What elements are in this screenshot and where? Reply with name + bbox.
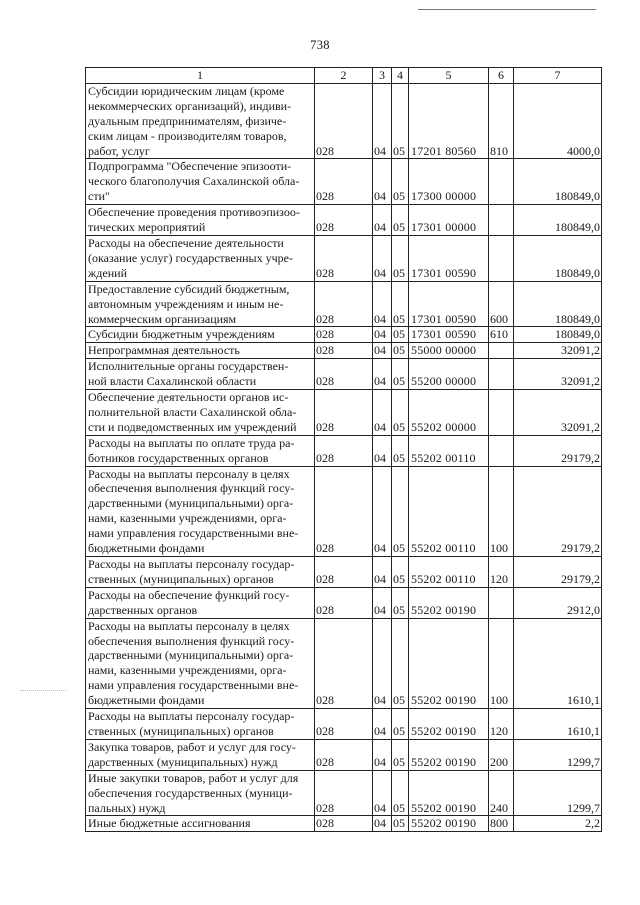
subsection-code: 05	[392, 327, 409, 343]
page-number: 738	[310, 38, 330, 52]
column-header: 1	[86, 68, 315, 84]
amount: 1299,7	[514, 770, 602, 816]
table-row	[86, 816, 602, 832]
subsection-code: 05	[392, 709, 409, 740]
expense-type-code	[489, 587, 514, 618]
subsection-code: 05	[392, 83, 409, 159]
target-article-code: 17300 00000	[409, 159, 489, 205]
target-article-code: 55202 00110	[409, 557, 489, 588]
amount: 2912,0	[514, 587, 602, 618]
target-article-code: 55202 00190	[409, 770, 489, 816]
table-row	[86, 618, 602, 708]
item-name: Расходы на выплаты персоналу государ- ственных (муниципальных) органов	[86, 557, 315, 588]
budget-table	[85, 67, 602, 832]
table-row	[86, 235, 602, 281]
table-row	[86, 83, 602, 159]
amount: 180849,0	[514, 159, 602, 205]
table-row	[86, 281, 602, 327]
amount: 180849,0	[514, 205, 602, 236]
target-article-code: 17301 00590	[409, 281, 489, 327]
amount: 32091,2	[514, 343, 602, 359]
subsection-code: 05	[392, 739, 409, 770]
section-code: 04	[373, 435, 392, 466]
column-header: 5	[409, 68, 489, 84]
section-code: 04	[373, 281, 392, 327]
column-header: 3	[373, 68, 392, 84]
ministry-code: 028	[315, 557, 373, 588]
ministry-code: 028	[315, 587, 373, 618]
column-header: 7	[514, 68, 602, 84]
target-article-code: 55200 00000	[409, 359, 489, 390]
expense-type-code	[489, 390, 514, 436]
target-article-code: 55202 00190	[409, 587, 489, 618]
expense-type-code: 120	[489, 709, 514, 740]
amount: 180849,0	[514, 327, 602, 343]
item-name: Обеспечение деятельности органов ис- полнительной власти Сахалинской обла- сти и подведомственных им учреждений	[86, 390, 315, 436]
column-header: 6	[489, 68, 514, 84]
subsection-code: 05	[392, 557, 409, 588]
item-name: Исполнительные органы государствен- ной власти Сахалинской области	[86, 359, 315, 390]
section-code: 04	[373, 205, 392, 236]
expense-type-code: 800	[489, 816, 514, 832]
amount: 32091,2	[514, 359, 602, 390]
amount: 180849,0	[514, 281, 602, 327]
section-code: 04	[373, 618, 392, 708]
subsection-code: 05	[392, 343, 409, 359]
subsection-code: 05	[392, 281, 409, 327]
table-row	[86, 435, 602, 466]
item-name: Расходы на выплаты персоналу в целях обеспечения выполнения функций госу- дарственными (муниципальными) орга- нами, казенными учреждениями, орга- нами управления государственными вне- бюджетными фондами	[86, 618, 315, 708]
subsection-code: 05	[392, 390, 409, 436]
ministry-code: 028	[315, 739, 373, 770]
table-row	[86, 709, 602, 740]
target-article-code: 55202 00190	[409, 739, 489, 770]
expense-type-code	[489, 435, 514, 466]
target-article-code: 55202 00000	[409, 390, 489, 436]
target-article-code: 55000 00000	[409, 343, 489, 359]
item-name: Расходы на обеспечение функций госу- дарственных органов	[86, 587, 315, 618]
ministry-code: 028	[315, 327, 373, 343]
ministry-code: 028	[315, 816, 373, 832]
item-name: Расходы на выплаты персоналу в целях обеспечения выполнения функций госу- дарственными (муниципальными) орга- нами, казенными учреждениями, орга- нами управления государственными вне- бюджетными фондами	[86, 466, 315, 556]
expense-type-code: 600	[489, 281, 514, 327]
table-row	[86, 739, 602, 770]
subsection-code: 05	[392, 235, 409, 281]
target-article-code: 17201 80560	[409, 83, 489, 159]
ministry-code: 028	[315, 83, 373, 159]
target-article-code: 17301 00000	[409, 205, 489, 236]
expense-type-code: 100	[489, 618, 514, 708]
subsection-code: 05	[392, 618, 409, 708]
section-code: 04	[373, 709, 392, 740]
table-row	[86, 770, 602, 816]
expense-type-code: 200	[489, 739, 514, 770]
section-code: 04	[373, 159, 392, 205]
item-name: Расходы на обеспечение деятельности (оказание услуг) государственных учре- ждений	[86, 235, 315, 281]
target-article-code: 55202 00110	[409, 435, 489, 466]
table-row	[86, 359, 602, 390]
expense-type-code: 810	[489, 83, 514, 159]
subsection-code: 05	[392, 435, 409, 466]
ministry-code: 028	[315, 159, 373, 205]
expense-type-code	[489, 205, 514, 236]
expense-type-code: 120	[489, 557, 514, 588]
amount: 29179,2	[514, 435, 602, 466]
ministry-code: 028	[315, 205, 373, 236]
amount: 4000,0	[514, 83, 602, 159]
expense-type-code: 100	[489, 466, 514, 556]
item-name: Непрограммная деятельность	[86, 343, 315, 359]
item-name: Субсидии юридическим лицам (кроме некоммерческих организаций), индиви- дуальным предпринимателям, физиче- ским лицам - производителям товаров, работ, услуг	[86, 83, 315, 159]
section-code: 04	[373, 327, 392, 343]
table-row	[86, 205, 602, 236]
ministry-code: 028	[315, 343, 373, 359]
target-article-code: 55202 00190	[409, 709, 489, 740]
subsection-code: 05	[392, 359, 409, 390]
column-header: 4	[392, 68, 409, 84]
amount: 1610,1	[514, 709, 602, 740]
item-name: Подпрограмма "Обеспечение эпизооти- ческого благополучия Сахалинской обла- сти"	[86, 159, 315, 205]
column-header: 2	[315, 68, 373, 84]
table-row	[86, 390, 602, 436]
ministry-code: 028	[315, 466, 373, 556]
amount: 1299,7	[514, 739, 602, 770]
ministry-code: 028	[315, 235, 373, 281]
amount: 1610,1	[514, 618, 602, 708]
subsection-code: 05	[392, 816, 409, 832]
ministry-code: 028	[315, 390, 373, 436]
section-code: 04	[373, 343, 392, 359]
section-code: 04	[373, 390, 392, 436]
amount: 29179,2	[514, 557, 602, 588]
item-name: Субсидии бюджетным учреждениям	[86, 327, 315, 343]
item-name: Расходы на выплаты по оплате труда ра- ботников государственных органов	[86, 435, 315, 466]
scan-top-rule	[418, 9, 596, 10]
ministry-code: 028	[315, 435, 373, 466]
item-name: Иные бюджетные ассигнования	[86, 816, 315, 832]
amount: 2,2	[514, 816, 602, 832]
expense-type-code: 240	[489, 770, 514, 816]
ministry-code: 028	[315, 770, 373, 816]
table-row	[86, 466, 602, 556]
scan-margin-mark	[20, 690, 66, 691]
expense-type-code	[489, 343, 514, 359]
item-name: Расходы на выплаты персоналу государ- ственных (муниципальных) органов	[86, 709, 315, 740]
target-article-code: 55202 00110	[409, 466, 489, 556]
subsection-code: 05	[392, 159, 409, 205]
target-article-code: 55202 00190	[409, 618, 489, 708]
ministry-code: 028	[315, 359, 373, 390]
table-row	[86, 343, 602, 359]
section-code: 04	[373, 466, 392, 556]
table-row	[86, 587, 602, 618]
subsection-code: 05	[392, 466, 409, 556]
section-code: 04	[373, 739, 392, 770]
amount: 32091,2	[514, 390, 602, 436]
section-code: 04	[373, 359, 392, 390]
header-row	[86, 68, 602, 84]
item-name: Закупка товаров, работ и услуг для госу- дарственных (муниципальных) нужд	[86, 739, 315, 770]
amount: 180849,0	[514, 235, 602, 281]
target-article-code: 17301 00590	[409, 327, 489, 343]
expense-type-code	[489, 359, 514, 390]
section-code: 04	[373, 557, 392, 588]
item-name: Иные закупки товаров, работ и услуг для обеспечения государственных (муници- пальных) нужд	[86, 770, 315, 816]
ministry-code: 028	[315, 281, 373, 327]
subsection-code: 05	[392, 205, 409, 236]
ministry-code: 028	[315, 709, 373, 740]
section-code: 04	[373, 816, 392, 832]
section-code: 04	[373, 235, 392, 281]
item-name: Предоставление субсидий бюджетным, автономным учреждениям и иным не- коммерческим организациям	[86, 281, 315, 327]
subsection-code: 05	[392, 770, 409, 816]
section-code: 04	[373, 770, 392, 816]
ministry-code: 028	[315, 618, 373, 708]
target-article-code: 55202 00190	[409, 816, 489, 832]
expense-type-code	[489, 159, 514, 205]
expense-type-code: 610	[489, 327, 514, 343]
item-name: Обеспечение проведения противоэпизоо- тических мероприятий	[86, 205, 315, 236]
target-article-code: 17301 00590	[409, 235, 489, 281]
section-code: 04	[373, 83, 392, 159]
table-row	[86, 557, 602, 588]
table-row	[86, 327, 602, 343]
table-row	[86, 159, 602, 205]
section-code: 04	[373, 587, 392, 618]
amount: 29179,2	[514, 466, 602, 556]
subsection-code: 05	[392, 587, 409, 618]
expense-type-code	[489, 235, 514, 281]
